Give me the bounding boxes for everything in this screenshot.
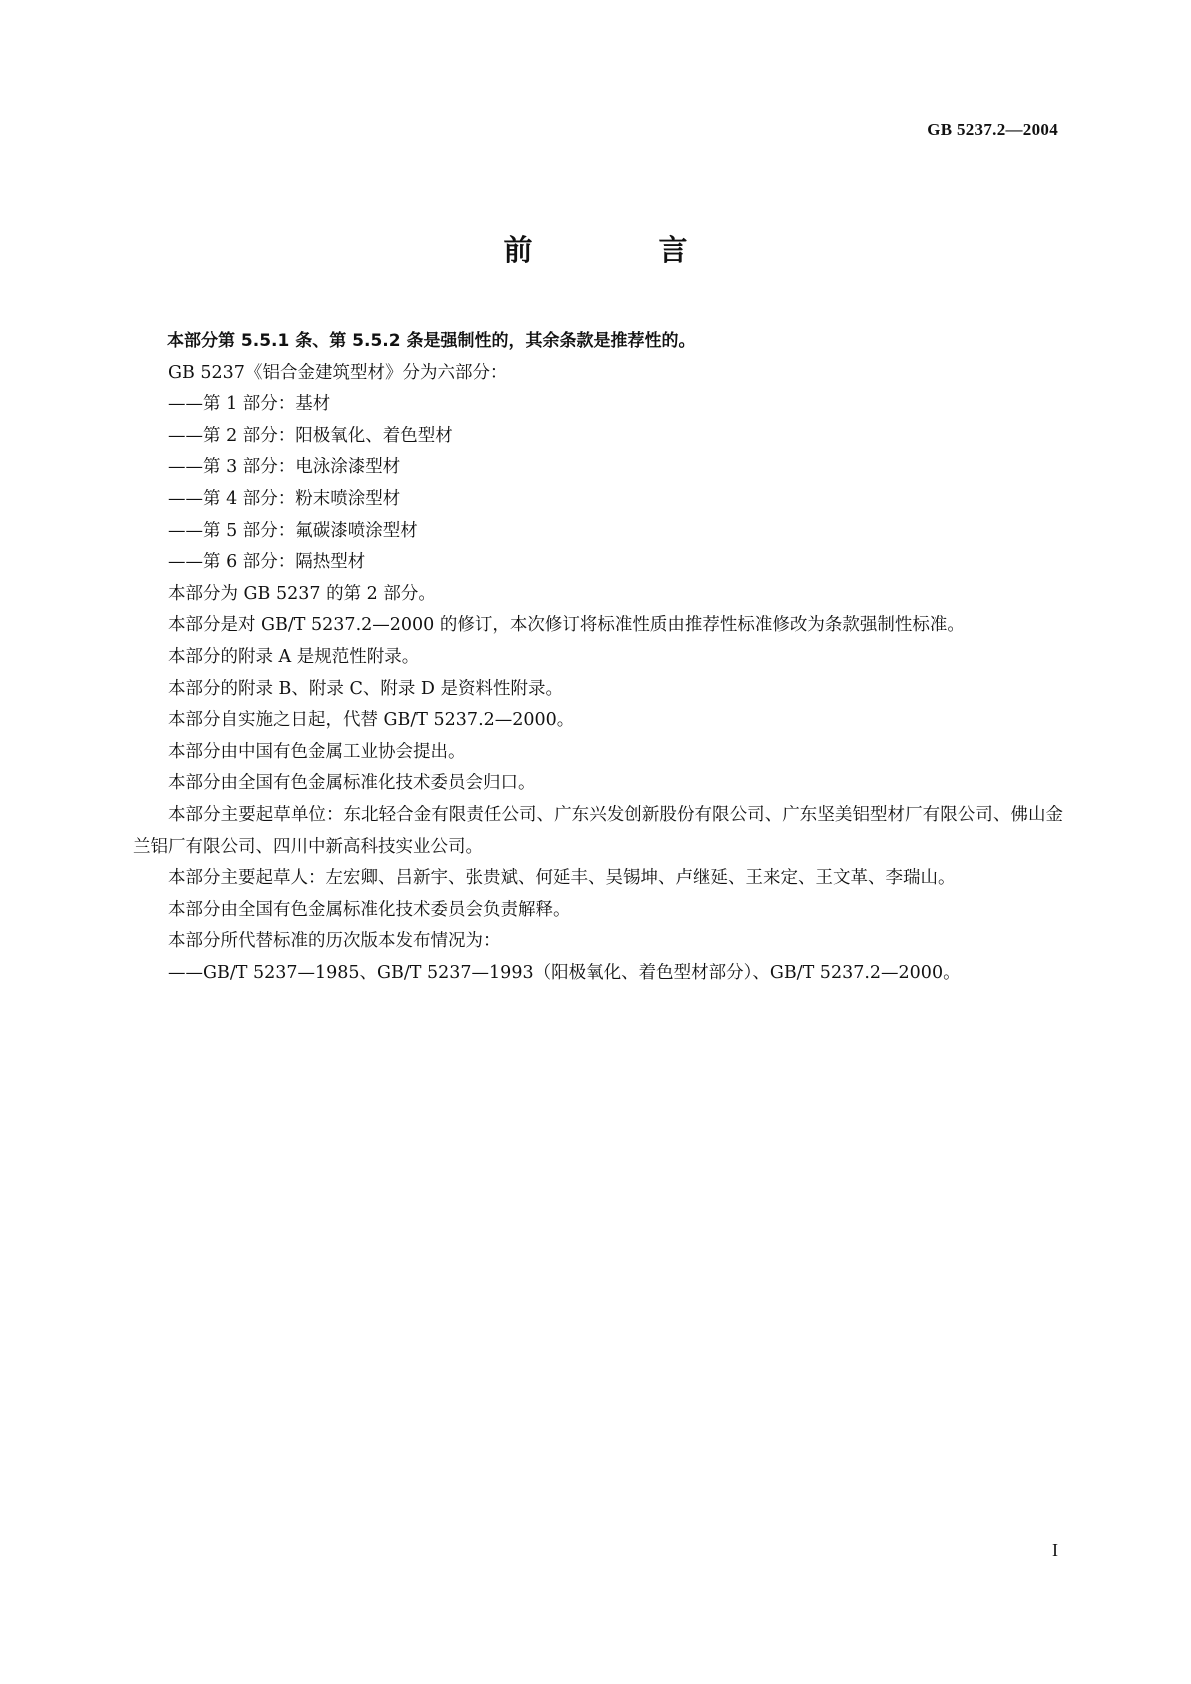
foreword-body — [133, 326, 1063, 989]
paragraph-annex-bcd: 本部分的附录 B、附录 C、附录 D 是资料性附录。 — [168, 678, 564, 699]
paragraph-part-number: 本部分为 GB 5237 的第 2 部分。 — [168, 583, 436, 604]
paragraph-series-intro: GB 5237《铝合金建筑型材》分为六部分： — [168, 362, 508, 383]
page-number: I — [1052, 1540, 1058, 1560]
list-item-part-5: ——第 5 部分：氟碳漆喷涂型材 — [168, 520, 418, 541]
list-item-part-6: ——第 6 部分：隔热型材 — [168, 552, 366, 573]
paragraph-centralized-by: 本部分由全国有色金属标准化技术委员会归口。 — [168, 773, 536, 794]
list-item-part-3: ——第 3 部分：电泳涂漆型材 — [168, 457, 401, 478]
list-item-part-1: ——第 1 部分：基材 — [168, 394, 331, 415]
paragraph-annex-a: 本部分的附录 A 是规范性附录。 — [168, 646, 420, 667]
paragraph-history-intro: 本部分所代替标准的历次版本发布情况为： — [168, 931, 501, 952]
page-title: 前 言 — [503, 233, 746, 267]
paragraph-revision: 本部分是对 GB/T 5237.2—2000 的修订，本次修订将标准性质由推荐性标准修改为条款强制性标准。 — [168, 615, 965, 636]
paragraph-interpretation: 本部分由全国有色金属标准化技术委员会负责解释。 — [168, 899, 571, 920]
list-item-history: ——GB/T 5237—1985、GB/T 5237—1993（阳极氧化、着色型材部分）、GB/T 5237.2—2000。 — [168, 962, 961, 983]
paragraph-proposed-by: 本部分由中国有色金属工业协会提出。 — [168, 741, 466, 762]
list-item-part-2: ——第 2 部分：阳极氧化、着色型材 — [168, 425, 453, 446]
standard-code: GB 5237.2—2004 — [927, 120, 1058, 139]
paragraph-replacement: 本部分自实施之日起，代替 GB/T 5237.2—2000。 — [168, 710, 575, 731]
paragraph-drafters: 本部分主要起草人：左宏卿、吕新宇、张贵斌、何延丰、吴锡坤、卢继延、王来定、王文革、李瑞山。 — [168, 868, 956, 889]
list-item-part-4: ——第 4 部分：粉末喷涂型材 — [168, 488, 401, 509]
mandatory-clause-statement: 本部分第 5.5.1 条、第 5.5.2 条是强制性的，其余条款是推荐性的。 — [167, 331, 696, 351]
paragraph-drafting-units: 本部分主要起草单位：东北轻合金有限责任公司、广东兴发创新股份有限公司、广东坚美铝型材厂有限公司、佛山金兰铝厂有限公司、四川中新高科技实业公司。 — [133, 804, 1063, 857]
